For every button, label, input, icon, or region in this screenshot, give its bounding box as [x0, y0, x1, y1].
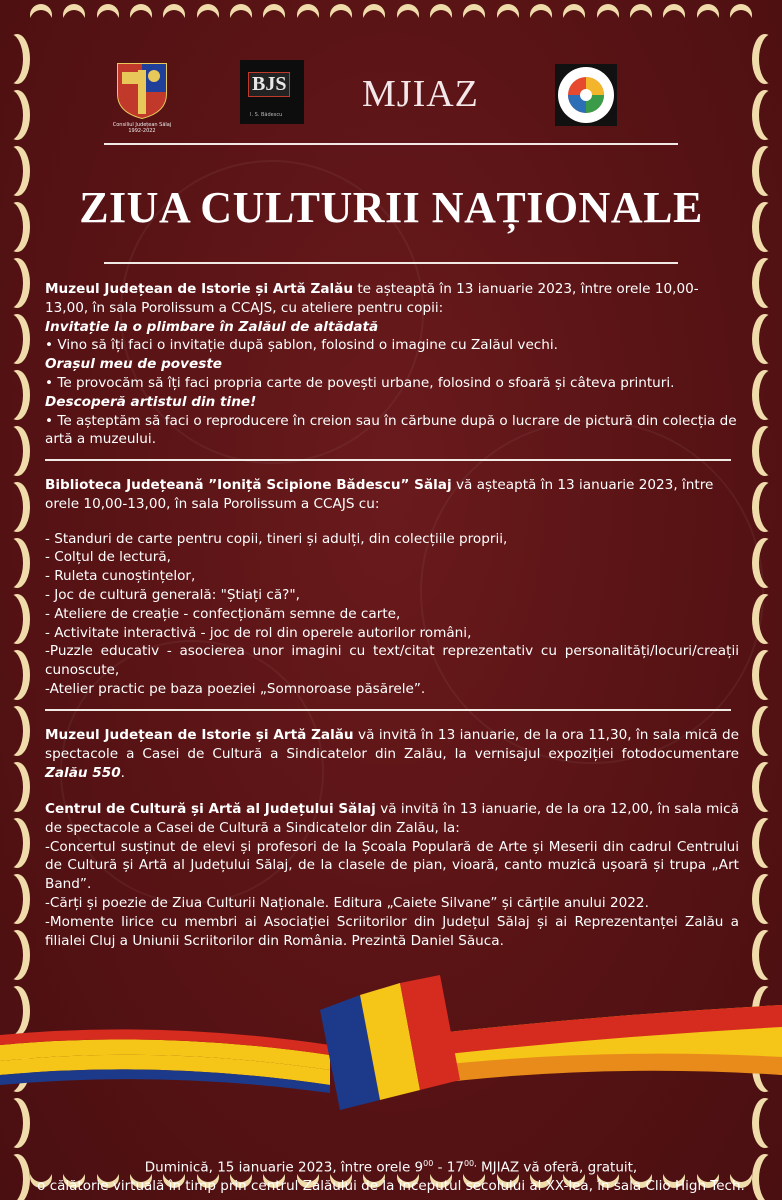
border-crescent [4, 818, 30, 868]
divider [45, 709, 731, 711]
list-item: - Activitate interactivă - joc de rol din operele autorilor români, [45, 624, 472, 641]
border-crescent [4, 482, 30, 532]
border-crescent [297, 4, 319, 26]
border-crescent [752, 874, 778, 924]
footer-superscript: 00, [463, 1159, 477, 1168]
page-title: ZIUA CULTURII NAȚIONALE [79, 183, 703, 232]
border-crescent [4, 426, 30, 476]
border-crescent [752, 538, 778, 588]
border-crescent [397, 4, 419, 26]
exhibit-name: Zalău 550 [45, 764, 121, 781]
border-crescent [97, 4, 119, 26]
bjs-logo-subtext: I. S. Bădescu [250, 112, 283, 118]
border-crescent [4, 34, 30, 84]
romanian-flag-ribbon [0, 975, 782, 1115]
border-crescent [752, 370, 778, 420]
border-crescent [752, 594, 778, 644]
border-crescent [63, 4, 85, 26]
section-org: Biblioteca Județeană ”Ioniță Scipione Bădescu” Sălaj [45, 477, 452, 493]
section-org: Muzeul Județean de Istorie și Artă Zalău [45, 281, 354, 297]
border-crescent [697, 4, 719, 26]
border-crescent [363, 4, 385, 26]
section-end: . [120, 764, 125, 781]
county-council-caption: Consiliul Județean Sălaj 1992-2022 [112, 122, 172, 134]
logo-row [100, 58, 682, 134]
border-crescent [197, 4, 219, 26]
border-crescent [752, 650, 778, 700]
section-intro: vă invită în 13 ianuarie, de la ora 12,00, în sala mică de spectacole a Casei de Cultură a Sindicatelor din Zalău, la: [45, 801, 739, 836]
list-item: - Standuri de carte pentru copii, tineri și adulți, din colecțiile proprii, [45, 530, 508, 547]
ccjs-logo [555, 64, 617, 126]
divider [104, 262, 678, 264]
border-crescent [263, 4, 285, 26]
border-crescent [4, 874, 30, 924]
list-item: - Ruleta cunoștințelor, [45, 568, 196, 585]
section-org: Muzeul Județean de Istorie și Artă Zalău [45, 727, 354, 743]
list-item: -Momente lirice cu membri ai Asociației Scriitorilor din Județul Sălaj și ai Reprezentanței Zalău a filialei Cluj a Uniunii Scriitorilor din România. Prezintă Daniel Săuca. [45, 913, 739, 949]
section-org: Centrul de Cultură și Artă al Județului Sălaj [45, 801, 376, 817]
border-crescent [4, 538, 30, 588]
border-crescent [4, 370, 30, 420]
exhibition-section [45, 726, 739, 782]
workshop-title: Invitație la o plimbare în Zalăul de altădată [45, 318, 379, 335]
border-crescent [463, 4, 485, 26]
border-crescent [163, 4, 185, 26]
workshop-text: • Te așteptăm să faci o reproducere în creion sau în cărbune după o lucrare de pictură din colecția de artă a muzeului. [45, 412, 737, 448]
footer-text-part: - 17 [433, 1159, 464, 1176]
border-crescent [497, 4, 519, 26]
workshop-title: Descoperă artistul din tine! [45, 393, 257, 410]
list-item: - Ateliere de creație - confecționăm semne de carte, [45, 605, 401, 622]
workshop-text: • Te provocăm să îți faci propria carte de povești urbane, folosind o sfoară și câteva printuri. [45, 374, 675, 391]
border-crescent [4, 258, 30, 308]
border-crescent [530, 4, 552, 26]
footer-line-2: o călătorie virtuală în timp prin centrul Zalăului de la începutul secolului al XX-lea, în sala Clio High Tech. [37, 1178, 745, 1194]
section-text: vă invită în 13 ianuarie, de la ora 11,30, în sala mică de spectacole a Casei de Cultură a Sindicatelor din Zalău, la vernisajul expoziției fotodocumentare [45, 727, 739, 762]
border-crescent [4, 594, 30, 644]
bjs-library-logo [240, 60, 304, 124]
list-item: -Concertul susținut de elevi și profesori de la Școala Populară de Arte și Meserii din cadrul Centrului de Cultură și Artă al Județului Sălaj, de la clasele de pian, vioară, canto muzică ușoară și trupa „Art Band”. [45, 838, 739, 893]
border-crescent [752, 258, 778, 308]
workshop-text: • Vino să îți faci o invitație după șablon, folosind o imagine cu Zalăul vechi. [45, 337, 558, 354]
library-section [45, 476, 739, 699]
border-crescent [752, 426, 778, 476]
list-item: -Puzzle educativ - asocierea unor imagini cu text/citat reprezentativ cu personalități/locuri/creații cunoscute, [45, 643, 739, 679]
border-crescent [563, 4, 585, 26]
border-crescent [330, 4, 352, 26]
footer-superscript: 00 [423, 1159, 434, 1168]
divider [104, 143, 678, 145]
border-crescent [630, 4, 652, 26]
section-intro: te așteaptă în 13 ianuarie 2023, între orele 10,00-13,00, în sala Porolissum a CCAJS, cu ateliere pentru copii: [45, 281, 699, 316]
border-crescent [4, 314, 30, 364]
bjs-logo-text: BJS [248, 72, 290, 97]
border-crescent [4, 930, 30, 980]
border-crescent [752, 818, 778, 868]
workshop-title: Orașul meu de poveste [45, 356, 223, 373]
border-crescent [752, 90, 778, 140]
culture-center-section [45, 800, 739, 950]
border-crescent [4, 650, 30, 700]
list-item: - Colțul de lectură, [45, 549, 171, 566]
border-crescent [663, 4, 685, 26]
border-crescent [4, 90, 30, 140]
section-intro: vă așteaptă în 13 ianuarie 2023, între orele 10,00-13,00, în sala Porolissum a CCAJS cu: [45, 477, 714, 512]
border-crescent [4, 706, 30, 756]
border-crescent [130, 4, 152, 26]
list-item: - Joc de cultură generală: "Știați că?", [45, 586, 300, 603]
footer-text-part: Duminică, 15 ianuarie 2023, între orele 9 [144, 1159, 424, 1176]
border-crescent [430, 4, 452, 26]
border-crescent [752, 34, 778, 84]
border-crescent [752, 762, 778, 812]
museum-workshops-section [45, 280, 739, 449]
border-crescent [4, 762, 30, 812]
footer-text-part: MJIAZ vă oferă, gratuit, [476, 1159, 638, 1176]
border-crescent [752, 314, 778, 364]
top-border-ornament [30, 4, 752, 34]
list-item: -Atelier practic pe baza poeziei „Somnoroase păsărele”. [45, 680, 426, 697]
border-crescent [752, 706, 778, 756]
border-crescent [752, 482, 778, 532]
county-council-logo [110, 58, 174, 134]
footer-text [0, 1155, 782, 1196]
list-item: -Cărți și poezie de Ziua Culturii Naționale. Editura „Caiete Silvane” și cărțile anului 2022. [45, 894, 649, 911]
footer-line-1 [0, 1155, 782, 1177]
divider [45, 459, 731, 461]
border-crescent [752, 930, 778, 980]
border-crescent [597, 4, 619, 26]
mjiaz-logo: MJIAZ [362, 73, 479, 115]
border-crescent [230, 4, 252, 26]
